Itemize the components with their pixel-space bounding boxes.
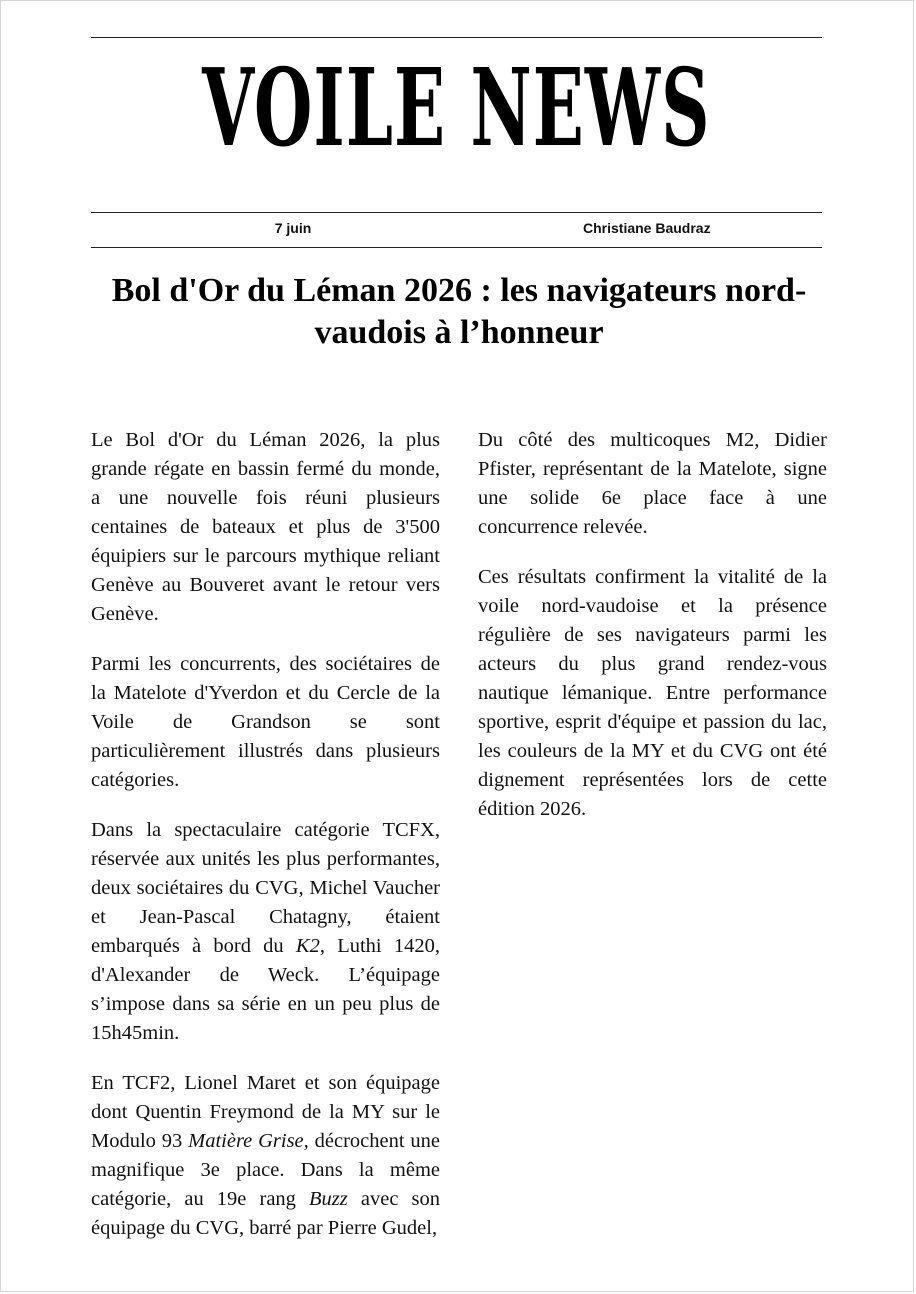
boat-name-matiere-grise: Matière Grise xyxy=(188,1130,304,1152)
paragraph-6: Ces résultats confirment la vitalité de la voile nord-vaudoise et la présence régulière de ses navigateurs parmi les acteurs du plus grand rendez-vous nautique lémanique. Entre performance sportive, esprit d'équipe et passion du lac, les couleurs de la MY et du CVG ont été dignement représentées lors de cette édition 2026. xyxy=(478,566,827,820)
article-date: 7 juin xyxy=(274,220,312,236)
info-bar xyxy=(91,220,822,238)
paragraph-3-text-b: , Luthi 1420, d'Alexander de Weck. L’équipage s’impose dans sa série en un peu plus de 15h45min. xyxy=(91,935,440,1044)
paragraph-4-text-c: avec son équipage du CVG, barré par Pierre Gudel, xyxy=(91,1188,440,1239)
masthead xyxy=(91,45,822,171)
info-bottom-rule xyxy=(91,247,822,248)
article-body xyxy=(91,426,827,1264)
boat-name-k2: K2 xyxy=(295,935,320,957)
article-author: Christiane Baudraz xyxy=(583,220,711,236)
paragraph-4 xyxy=(91,1069,440,1243)
paragraph-1: Le Bol d'Or du Léman 2026, la plus grande régate en bassin fermé du monde, a une nouvelle fois réuni plusieurs centaines de bateaux et plus de 3'500 équipiers sur le parcours mythique reliant Genève au Bouveret avant le retour vers Genève. xyxy=(91,429,440,625)
paragraph-3-text-a: Dans la spectaculaire catégorie TCFX, réservée aux unités les plus performantes, deux sociétaires du CVG, Michel Vaucher et Jean-Pascal Chatagny, étaient embarqués à bord du xyxy=(91,819,440,957)
masthead-title: VOILE NEWS xyxy=(202,45,711,171)
info-top-rule xyxy=(91,212,822,213)
paragraph-4-text-b: , décrochent une magnifique 3e place. Dans la même catégorie, au 19e rang xyxy=(91,1130,440,1210)
column-right xyxy=(478,426,827,1264)
boat-name-buzz: Buzz xyxy=(309,1188,348,1210)
top-rule xyxy=(91,37,822,38)
column-left xyxy=(91,426,440,1264)
article-headline: Bol d'Or du Léman 2026 : les navigateurs nord-vaudois à l’honneur xyxy=(111,272,807,351)
paragraph-2: Parmi les concurrents, des sociétaires de la Matelote d'Yverdon et du Cercle de la Voile de Grandson se sont particulièrement illustrés dans plusieurs catégories. xyxy=(91,653,440,791)
paragraph-3 xyxy=(91,816,440,1048)
paragraph-4-text-a: En TCF2, Lionel Maret et son équipage dont Quentin Freymond de la MY sur le Modulo 93 xyxy=(91,1072,440,1152)
paragraph-5: Du côté des multicoques M2, Didier Pfister, représentant de la Matelote, signe une solide 6e place face à une concurrence relevée. xyxy=(478,429,827,538)
